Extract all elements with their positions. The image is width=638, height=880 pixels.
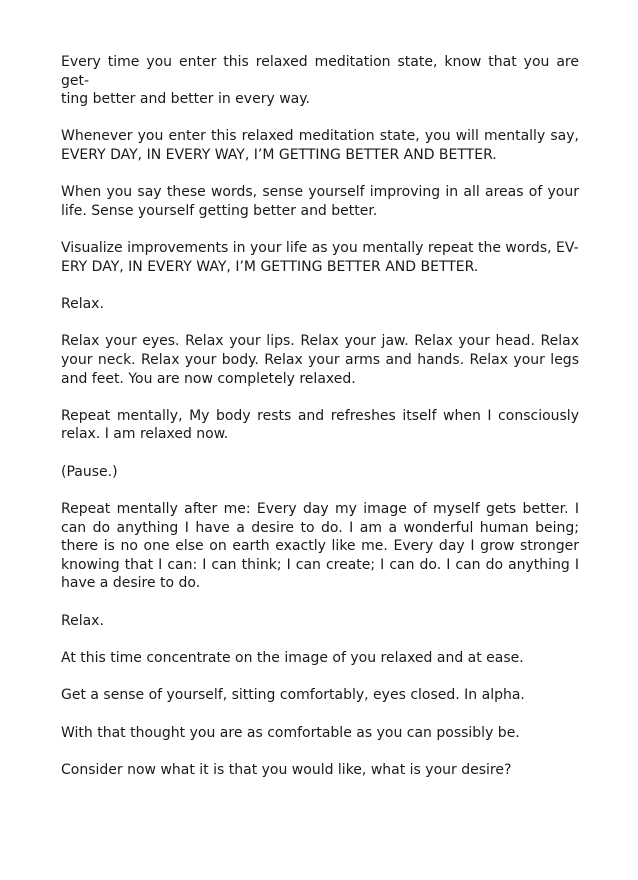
- paragraph-12: Get a sense of yourself, sitting comfortably, eyes closed. In alpha.: [61, 687, 525, 704]
- paragraph-2: Whenever you enter this relaxed meditation state, you will mentally say, EVERY DAY, IN EVERY WAY, I’M GETTING BETTER AND BETTER.: [61, 128, 579, 164]
- document-page: [61, 53, 579, 779]
- paragraph-9: Repeat mentally after me: Every day my image of myself gets better. I can do anything I have a desire to do. I am a wonderful human being; there is no one else on earth exactly like me. Every day I grow stronger knowing that I can: I can think; I can create; I can do. I can do anything I have a desire to do.: [61, 501, 579, 592]
- paragraph-13: With that thought you are as comfortable as you can possibly be.: [61, 724, 520, 741]
- paragraph-11: At this time concentrate on the image of you relaxed and at ease.: [61, 649, 524, 666]
- paragraph-6: Relax your eyes. Relax your lips. Relax your jaw. Relax your head. Relax your neck. Relax your body. Relax your arms and hands. Relax your legs and feet. You are now completely relaxed.: [61, 333, 579, 387]
- paragraph-7: Repeat mentally, My body rests and refreshes itself when I consciously relax. I am relaxed now.: [61, 407, 579, 443]
- paragraph-3: When you say these words, sense yourself improving in all areas of your life. Sense yourself getting better and better.: [61, 184, 579, 219]
- paragraph-10: Relax.: [61, 612, 104, 629]
- paragraph-14: Consider now what it is that you would like, what is your desire?: [61, 761, 512, 778]
- paragraph-1: Every time you enter this relaxed meditation state, know that you are get- ting better and better in every way.: [61, 54, 579, 108]
- paragraph-5: Relax.: [61, 296, 104, 313]
- paragraph-8: (Pause.): [61, 463, 118, 480]
- paragraph-4: Visualize improvements in your life as you mentally repeat the words, EV- ERY DAY, IN EVERY WAY, I’M GETTING BETTER AND BETTER.: [61, 240, 579, 275]
